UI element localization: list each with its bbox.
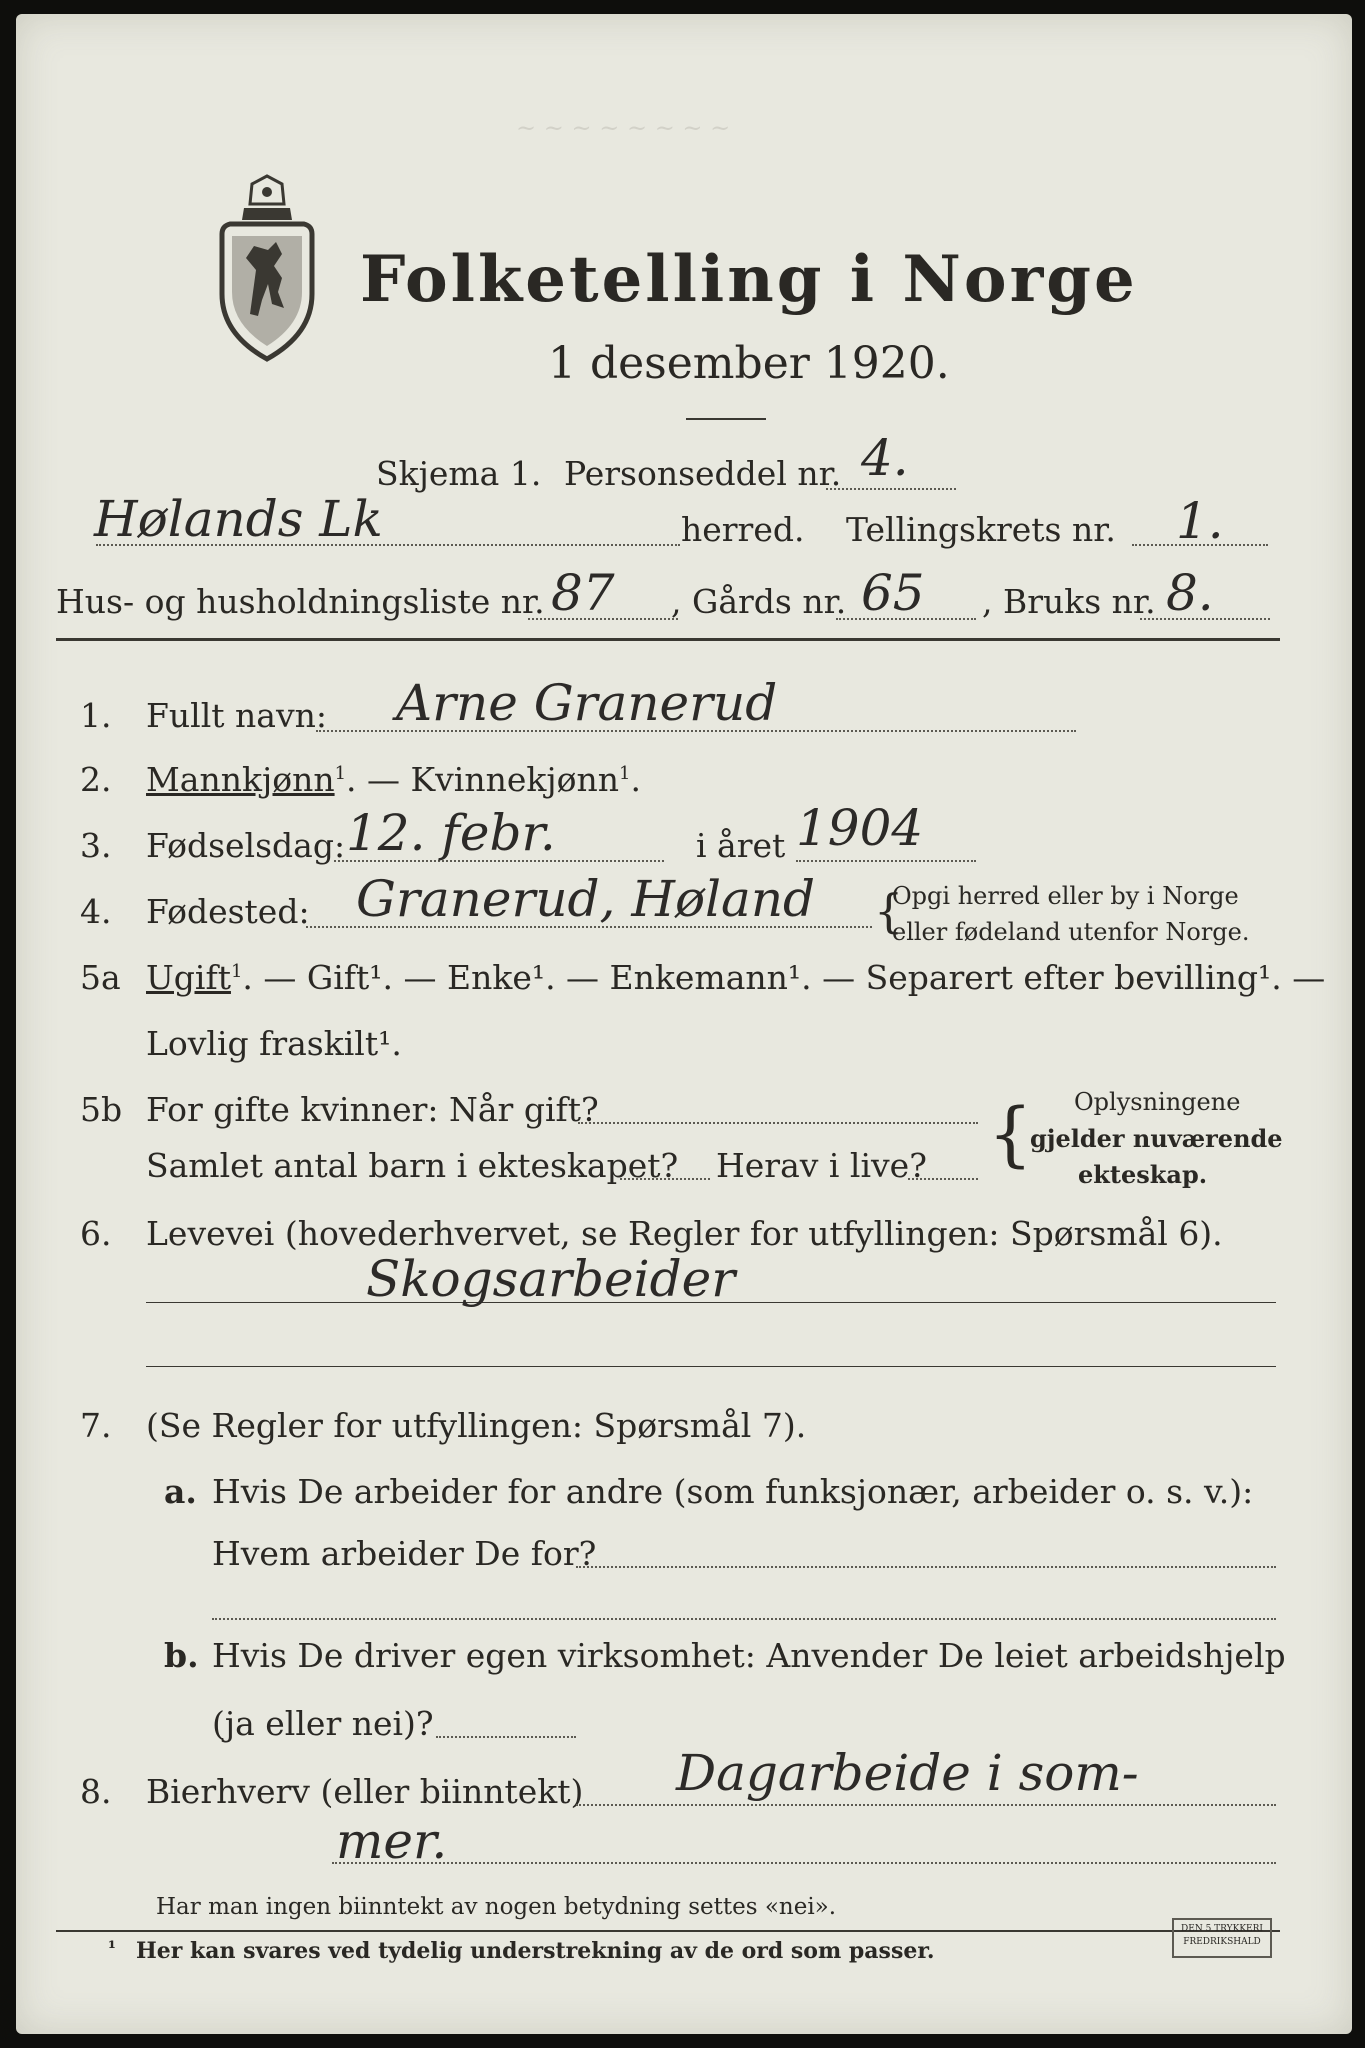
personseddel-label: Personseddel nr. (564, 454, 842, 493)
header-rule (56, 638, 1280, 641)
q7a-mark: a. (164, 1472, 197, 1511)
q7-number: 7. (80, 1406, 112, 1445)
q5b-line2 (620, 1178, 710, 1180)
q8-number: 8. (80, 1772, 112, 1811)
q7-label: (Se Regler for utfyllingen: Spørsmål 7). (146, 1406, 807, 1445)
stamp-line2: FREDRIKSHALD (1183, 1937, 1261, 1947)
q3-number: 3. (80, 826, 112, 865)
q5b-label2: Samlet antal barn i ekteskapet? (146, 1146, 679, 1185)
coat-of-arms-icon (212, 174, 322, 364)
footnote-mark: ¹ (108, 1938, 116, 1959)
q8-line2 (332, 1862, 1276, 1864)
herred-label: herred. (681, 510, 805, 549)
q1-label: Fullt navn: (146, 696, 327, 735)
q7a-text2: Hvem arbeider De for? (212, 1534, 597, 1573)
q8-answer[interactable]: Dagarbeide i som- (676, 1744, 1139, 1802)
q6-line2 (146, 1366, 1276, 1367)
tellingskrets-label: Tellingskrets nr. (846, 510, 1116, 549)
census-date: 1 desember 1920. (548, 338, 950, 389)
q3-answer[interactable]: 12. febr. (346, 804, 556, 862)
q5b-brace: { (988, 1093, 1033, 1175)
form-title: Folketelling i Norge (360, 242, 1138, 317)
q2-mannkjonn[interactable]: Mannkjønn (146, 760, 335, 799)
q4-note2: eller fødeland utenfor Norge. (892, 918, 1250, 946)
q5a-number: 5a (80, 958, 121, 997)
q7b-line (436, 1736, 576, 1738)
q6-answer[interactable]: Skogsarbeider (366, 1250, 736, 1308)
bleed-through: ~ ~ ~ ~ ~ ~ ~ ~ (516, 114, 731, 142)
printer-stamp (1172, 1918, 1272, 1958)
q7a-text: Hvis De arbeider for andre (som funksjonær, arbeider o. s. v.): (212, 1472, 1254, 1511)
q5a-line2[interactable]: Lovlig fraskilt¹. (146, 1024, 402, 1063)
q2-text: Mannkjønn$^1$. — Kvinnekjønn$^1$. (146, 760, 641, 799)
q4-answer[interactable]: Granerud, Høland (356, 870, 816, 928)
footer-note: Har man ingen biinntekt av nogen betydning settes «nei». (156, 1894, 837, 1920)
q5b-line1 (578, 1122, 978, 1124)
hus-value[interactable]: 87 (551, 564, 615, 622)
q5a-ugift[interactable]: Ugift (146, 958, 231, 997)
gards-label: , Gårds nr. (671, 582, 847, 621)
census-form (16, 14, 1352, 2034)
q5b-note1: Oplysningene (1074, 1088, 1241, 1116)
q8-answer2[interactable]: mer. (336, 1812, 448, 1870)
gards-value[interactable]: 65 (861, 564, 925, 622)
bruks-value[interactable]: 8. (1166, 564, 1214, 622)
q4-note1: Opgi herred eller by i Norge (892, 882, 1239, 910)
q5b-number: 5b (80, 1090, 123, 1129)
q4-label: Fødested: (146, 892, 310, 931)
q5b-note2: gjelder nuværende (1030, 1124, 1283, 1153)
q6-label: Levevei (hovederhvervet, se Regler for utfyllingen: Spørsmål 6). (146, 1214, 1223, 1253)
q5b-note3: ekteskap. (1078, 1160, 1208, 1189)
personseddel-value[interactable]: 4. (861, 429, 909, 487)
q1-number: 1. (80, 696, 112, 735)
q5b-label3: Herav i live? (716, 1146, 927, 1185)
stamp-line1: DEN 5 TRYKKERI (1181, 1924, 1263, 1934)
q3-year[interactable]: 1904 (796, 799, 924, 857)
q7b-text: Hvis De driver egen virksomhet: Anvender De leiet arbeidshjelp (212, 1636, 1286, 1675)
q3-year-line (796, 860, 976, 862)
q8-label: Bierhverv (eller biinntekt) (146, 1772, 584, 1811)
hus-label: Hus- og husholdningsliste nr. (56, 582, 545, 621)
skjema-label: Skjema 1. (376, 454, 542, 493)
q7a-line1 (576, 1566, 1276, 1568)
q5a-rest[interactable]: . — Gift¹. — Enke¹. — Enkemann¹. — Separert efter bevilling¹. — (242, 958, 1326, 997)
q3-label2: i året (696, 826, 786, 865)
q6-number: 6. (80, 1214, 112, 1253)
q7b-text2: (ja eller nei)? (212, 1704, 434, 1743)
q7a-line2 (212, 1618, 1276, 1620)
q4-brace: { (874, 884, 904, 938)
q5a-text: Ugift$^1$. — Gift¹. — Enke¹. — Enkemann¹. — Separert efter bevilling¹. — (146, 958, 1326, 997)
q5b-line3 (908, 1178, 978, 1180)
footer-rule (56, 1930, 1280, 1932)
personseddel-line (826, 488, 956, 490)
herred-value[interactable]: Hølands Lk (94, 490, 383, 548)
q8-line1 (576, 1804, 1276, 1806)
footnote: Her kan svares ved tydelig understrekning av de ord som passer. (136, 1938, 935, 1964)
q3-label: Fødselsdag: (146, 826, 346, 865)
q2-end: . (630, 760, 641, 799)
tellingskrets-value[interactable]: 1. (1176, 492, 1224, 550)
title-divider (686, 418, 766, 420)
q2-number: 2. (80, 760, 112, 799)
q1-answer[interactable]: Arne Granerud (396, 674, 778, 732)
q2-kvinnekjonn[interactable]: . — Kvinnekjønn (346, 760, 619, 799)
q5b-label: For gifte kvinner: Når gift? (146, 1090, 599, 1129)
q4-number: 4. (80, 892, 112, 931)
q7b-mark: b. (164, 1636, 199, 1675)
bruks-label: , Bruks nr. (982, 582, 1156, 621)
